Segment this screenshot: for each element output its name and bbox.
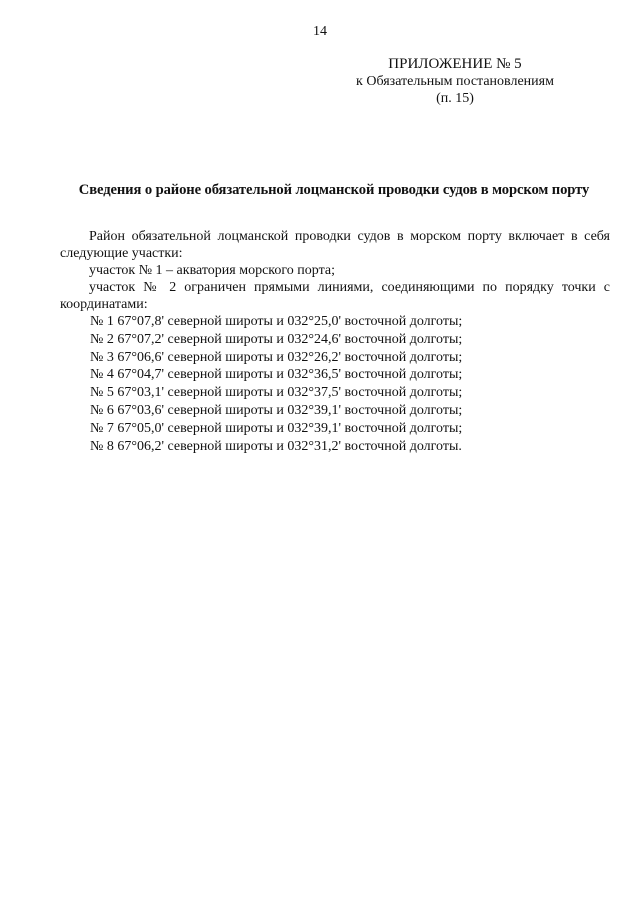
coordinate-list bbox=[60, 313, 610, 455]
section-1-paragraph: участок № 1 – акватория морского порта; bbox=[89, 263, 335, 278]
coordinate-point: № 4 67°04,7' северной широты и 032°36,5' восточной долготы; bbox=[90, 367, 463, 383]
coordinate-point: № 2 67°07,2' северной широты и 032°24,6' восточной долготы; bbox=[90, 331, 463, 347]
intro-paragraph: Район обязательной лоцманской проводки судов в морском порту включает в себя следующие участки: bbox=[60, 229, 610, 261]
document-body bbox=[60, 228, 610, 455]
appendix-header bbox=[330, 56, 580, 107]
document-heading: Сведения о районе обязательной лоцманской проводки судов в морском порту bbox=[78, 182, 590, 198]
coordinate-point: № 1 67°07,8' северной широты и 032°25,0' восточной долготы; bbox=[90, 314, 463, 329]
section-2-paragraph: участок № 2 ограничен прямыми линиями, соединяющими по порядку точки с координатами: bbox=[60, 280, 610, 312]
appendix-reference: (п. 15) bbox=[436, 91, 474, 106]
page-number: 14 bbox=[313, 24, 327, 39]
coordinate-point: № 7 67°05,0' северной широты и 032°39,1' восточной долготы; bbox=[90, 420, 463, 436]
coordinate-point: № 8 67°06,2' северной широты и 032°31,2' восточной долготы. bbox=[90, 438, 462, 454]
coordinate-point: № 6 67°03,6' северной широты и 032°39,1' восточной долготы; bbox=[90, 402, 463, 418]
coordinate-point: № 5 67°03,1' северной широты и 032°37,5' восточной долготы; bbox=[90, 385, 463, 401]
appendix-subtitle: к Обязательным постановлениям bbox=[356, 74, 554, 89]
appendix-title: ПРИЛОЖЕНИЕ № 5 bbox=[388, 56, 522, 72]
coordinate-point: № 3 67°06,6' северной широты и 032°26,2' восточной долготы; bbox=[90, 349, 463, 365]
